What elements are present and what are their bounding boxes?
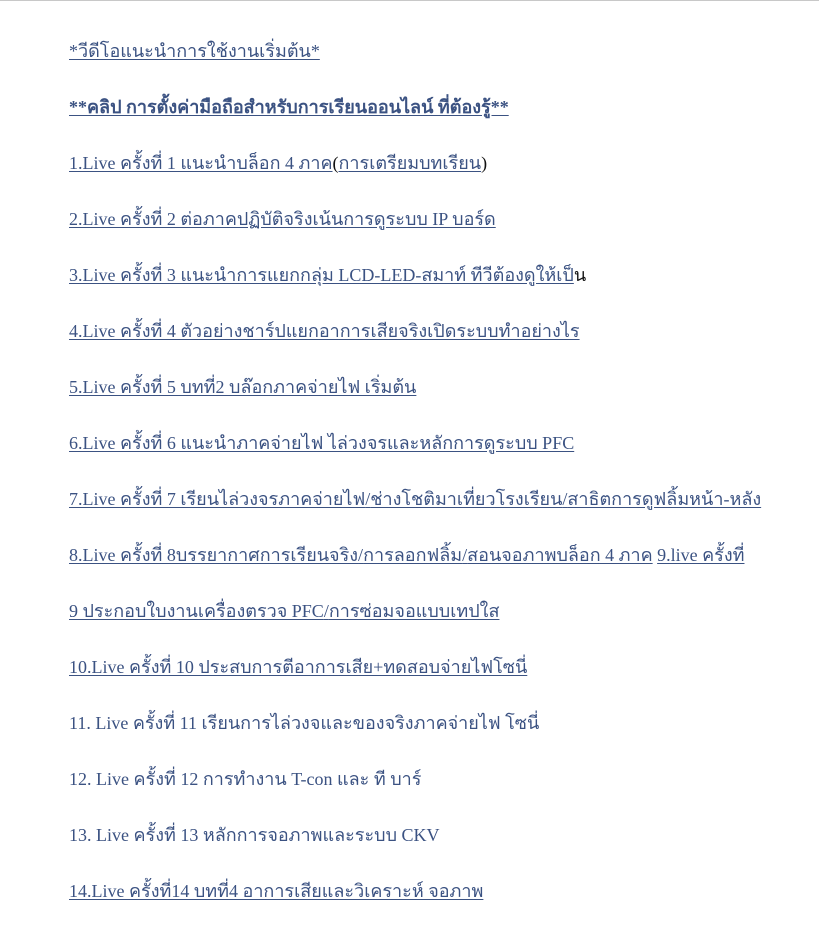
lesson-prep-link[interactable]: การเตรียมบทเรียน	[338, 153, 482, 173]
live-3-link[interactable]: 3.Live ครั้งที่ 3 แนะนำการแยกกลุ่ม LCD-LED-สมาท์ ทีวีต้องดูให้เป็	[69, 265, 574, 285]
list-item	[69, 149, 819, 205]
live-5-link[interactable]: 5.Live ครั้งที่ 5 บทที่2 บล๊อกภาคจ่ายไฟ เริ่มต้น	[69, 377, 417, 397]
live-9-cont-link[interactable]: 9 ประกอบใบงานเครื่องตรวจ PFC	[69, 601, 324, 621]
live-3-trailing-text: น	[573, 265, 587, 285]
live-7-link[interactable]: 7.Live ครั้งที่ 7 เรียนไล่วงจรภาคจ่ายไฟ	[69, 489, 366, 509]
film-peel-link[interactable]: การลอกฟลิ้ม	[363, 545, 463, 565]
list-item	[69, 429, 819, 485]
list-item	[69, 597, 819, 653]
slash-separator[interactable]: /	[323, 601, 329, 621]
video-link-list	[69, 37, 819, 933]
list-item	[69, 653, 819, 709]
slash-separator[interactable]: /	[365, 489, 371, 509]
paren-open: (	[332, 153, 339, 173]
list-item	[69, 877, 819, 933]
list-item	[69, 541, 819, 597]
slash-separator[interactable]: /	[358, 545, 364, 565]
live-10-link[interactable]: 10.Live ครั้งที่ 10 ประสบการตีอาการเสีย+ทดสอบจ่ายไฟโซนี่	[69, 657, 528, 677]
list-item	[69, 485, 819, 541]
list-item	[69, 373, 819, 429]
live-13-text: 13. Live ครั้งที่ 13 หลักการจอภาพและระบบ CKV	[69, 825, 440, 845]
live-11-text: 11. Live ครั้งที่ 11 เรียนการไล่วงจและของจริงภาคจ่ายไฟ โซนี่	[69, 713, 540, 733]
live-14-link[interactable]: 14.Live ครั้งที่14 บทที่4 อาการเสียและวิเคราะห์ จอภาพ	[69, 881, 484, 901]
live-2-link[interactable]: 2.Live ครั้งที่ 2 ต่อภาคปฏิบัติจริงเน้นการดูระบบ IP บอร์ด	[69, 209, 496, 229]
list-item	[69, 317, 819, 373]
paren-close: )	[481, 153, 488, 173]
slash-separator[interactable]: /	[562, 489, 568, 509]
mobile-setup-clip-link[interactable]: **คลิป การตั้งค่ามือถือสำหรับการเรียนออนไลน์ ที่ต้องรู้**	[69, 97, 509, 117]
teacher-visit-link[interactable]: ช่างโชติมาเที่ยวโรงเรียน	[370, 489, 563, 509]
live-6-link[interactable]: 6.Live ครั้งที่ 6 แนะนำภาคจ่ายไฟ ไล่วงจรและหลักการดูระบบ PFC	[69, 433, 575, 453]
film-demo-link[interactable]: สาธิตการดูฟลิ้มหน้า-หลัง	[567, 489, 762, 509]
list-item	[69, 205, 819, 261]
list-item	[69, 37, 819, 93]
intro-video-link[interactable]: *วีดีโอแนะนำการใช้งานเริ่มต้น*	[69, 41, 320, 61]
list-item	[69, 261, 819, 317]
live-4-link[interactable]: 4.Live ครั้งที่ 4 ตัวอย่างชาร์ปแยกอาการเสียจริงเปิดระบบทำอย่างไร	[69, 321, 580, 341]
live-12-text: 12. Live ครั้งที่ 12 การทำงาน T-con และ ที บาร์	[69, 769, 422, 789]
tape-screen-repair-link[interactable]: การซ่อมจอแบบเทปใส	[328, 601, 500, 621]
live-9-link[interactable]: 9.live ครั้งที่	[657, 545, 745, 565]
live-8-link[interactable]: 8.Live ครั้งที่ 8บรรยากาศการเรียนจริง	[69, 545, 359, 565]
live-1-link[interactable]: 1.Live ครั้งที่ 1 แนะนำบล็อก 4 ภาค	[69, 153, 333, 173]
list-item	[69, 709, 819, 765]
screen-block-link[interactable]: สอนจอภาพบล็อก 4 ภาค	[467, 545, 653, 565]
list-item	[69, 93, 819, 149]
list-item	[69, 821, 819, 877]
list-item	[69, 765, 819, 821]
slash-separator[interactable]: /	[462, 545, 468, 565]
